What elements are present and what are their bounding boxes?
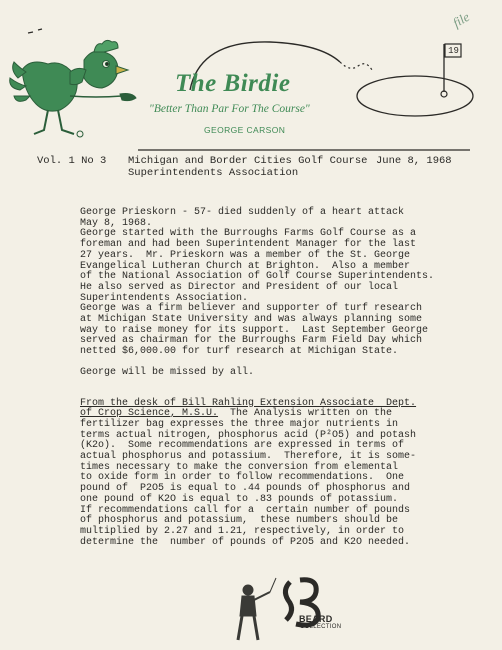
- article-line: way to raise money for its support. Last September George: [80, 324, 429, 336]
- article-line: (K2o). Some recommendations are expressed in terms of: [80, 440, 405, 452]
- ball-flight-path: [340, 62, 372, 70]
- article-line: actual phosphorus and potassium. Therefore, it is some-: [80, 451, 417, 463]
- golfer-figure-icon: [238, 578, 276, 640]
- beard-collection-logo: [226, 570, 346, 650]
- article-line: times necessary to make the conversion from elemental: [80, 461, 399, 473]
- fertilizer-article: [80, 399, 480, 549]
- article-line: terms actual nitrogen, phosphorus acid (P²O5) and potash: [80, 429, 417, 441]
- article-line: multiplied by 2.27 and 1.21, respectively, in order to: [80, 525, 405, 537]
- issue-date: June 8, 1968: [376, 155, 452, 167]
- article-line: 27 years. Mr. Prieskorn was a member of the St. George: [80, 249, 411, 261]
- article-line: pound of P2O5 is equal to .44 pounds of phosphorus and: [80, 483, 411, 495]
- issue-organization-line1: Michigan and Border Cities Golf Course: [128, 155, 368, 167]
- issue-organization: [128, 155, 367, 179]
- corner-marks: [28, 29, 42, 33]
- obituary-article: [80, 208, 480, 379]
- issue-volume: Vol. 1 No 3: [37, 155, 107, 167]
- article-line: If recommendations call for a certain number of pounds: [80, 504, 411, 516]
- logo-name: BEARD: [299, 614, 333, 624]
- putting-green: [357, 76, 473, 116]
- article-line: of phosphorus and potassium, these numbers should be: [80, 515, 399, 527]
- article-heading-rest: The Analysis written on the: [218, 408, 393, 420]
- handwritten-file-note: file: [450, 8, 472, 31]
- article-line: fertilizer bag expresses the three major nutrients in: [80, 418, 399, 430]
- newsletter-author: GEORGE CARSON: [204, 125, 286, 135]
- article-line: of the National Association of Golf Course Superintendents.: [80, 271, 435, 283]
- article-line: netted $6,000.00 for turf research at Michigan State.: [80, 346, 399, 358]
- article-line: George was a firm believer and supporter of turf research: [80, 303, 423, 315]
- issue-organization-line2: Superintendents Association: [128, 167, 299, 179]
- article-closing: George will be missed by all.: [80, 366, 255, 378]
- article-line: George started with the Burroughs Farms Golf Course as a: [80, 228, 417, 240]
- flag-number: 19: [448, 46, 459, 56]
- article-line: at Michigan State University and was always planning some: [80, 314, 423, 326]
- article-heading: From the desk of Bill Rahling Extension Associate Dept.: [80, 397, 417, 409]
- article-line: Superintendents Association.: [80, 292, 249, 304]
- rooster-mascot-icon: [10, 40, 136, 137]
- newsletter-subtitle: "Better Than Par For The Course": [149, 103, 310, 115]
- article-line: George Prieskorn - 57- died suddenly of a heart attack: [80, 207, 405, 218]
- article-line: Evangelical Lutheran Church at Brighton. Also a member: [80, 260, 411, 272]
- article-line: determine the number of pounds of P2O5 and K2O needed.: [80, 536, 411, 548]
- newsletter-title: The Birdie: [175, 70, 291, 97]
- logo-subtitle: COLLECTION: [300, 624, 342, 630]
- article-line: served as chairman for the Burroughs Farm Field Day which: [80, 335, 423, 347]
- article-line: foreman and had been Superintendent Manager for the last: [80, 239, 417, 251]
- article-line: one pound of K2O is equal to .83 pounds of potassium.: [80, 493, 399, 505]
- article-line: May 8, 1968.: [80, 217, 153, 229]
- article-line: to oxide form in order to follow recommendations. One: [80, 472, 405, 484]
- newsletter-body: [80, 208, 480, 548]
- article-heading-underlined: of Crop Science, M.S.U.: [80, 408, 219, 420]
- article-line: He also served as Director and President of our local: [80, 281, 399, 293]
